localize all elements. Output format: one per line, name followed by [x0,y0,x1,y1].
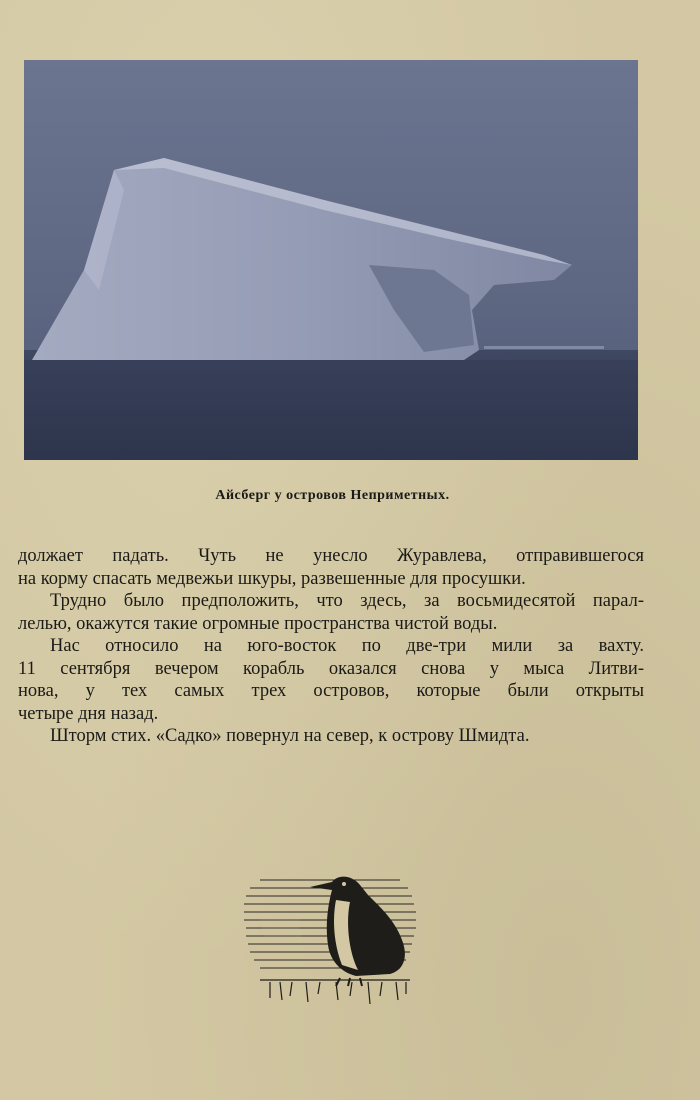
text-line: Шторм стих. «Садко» повернул на север, к острову Шмидта. [50,726,530,746]
text-line: Нас относило на юго-восток по две-три мили за вахту. [50,636,644,656]
text-line: на корму спасать медвежьи шкуры, развешенные для просушки. [18,568,526,589]
text-line: Трудно было предположить, что здесь, за восьмидесятой парал- [50,591,644,611]
text-line: должает падать. Чуть не унесло Журавлева, отправившегося [18,546,644,566]
text-line: 11 сентября вечером корабль оказался снова у мыса Литви- [18,658,644,679]
penguin-vignette [240,860,420,1020]
photo-caption: Айсберг у островов Неприметных. [215,488,450,503]
text-line: четыре дня назад. [18,703,159,724]
text-line: нова, у тех самых трех островов, которые были открыты [18,681,644,701]
iceberg-photo [24,60,638,460]
body-text [18,545,644,748]
text-line: лелью, окажутся такие огромные пространства чистой воды. [18,613,498,634]
